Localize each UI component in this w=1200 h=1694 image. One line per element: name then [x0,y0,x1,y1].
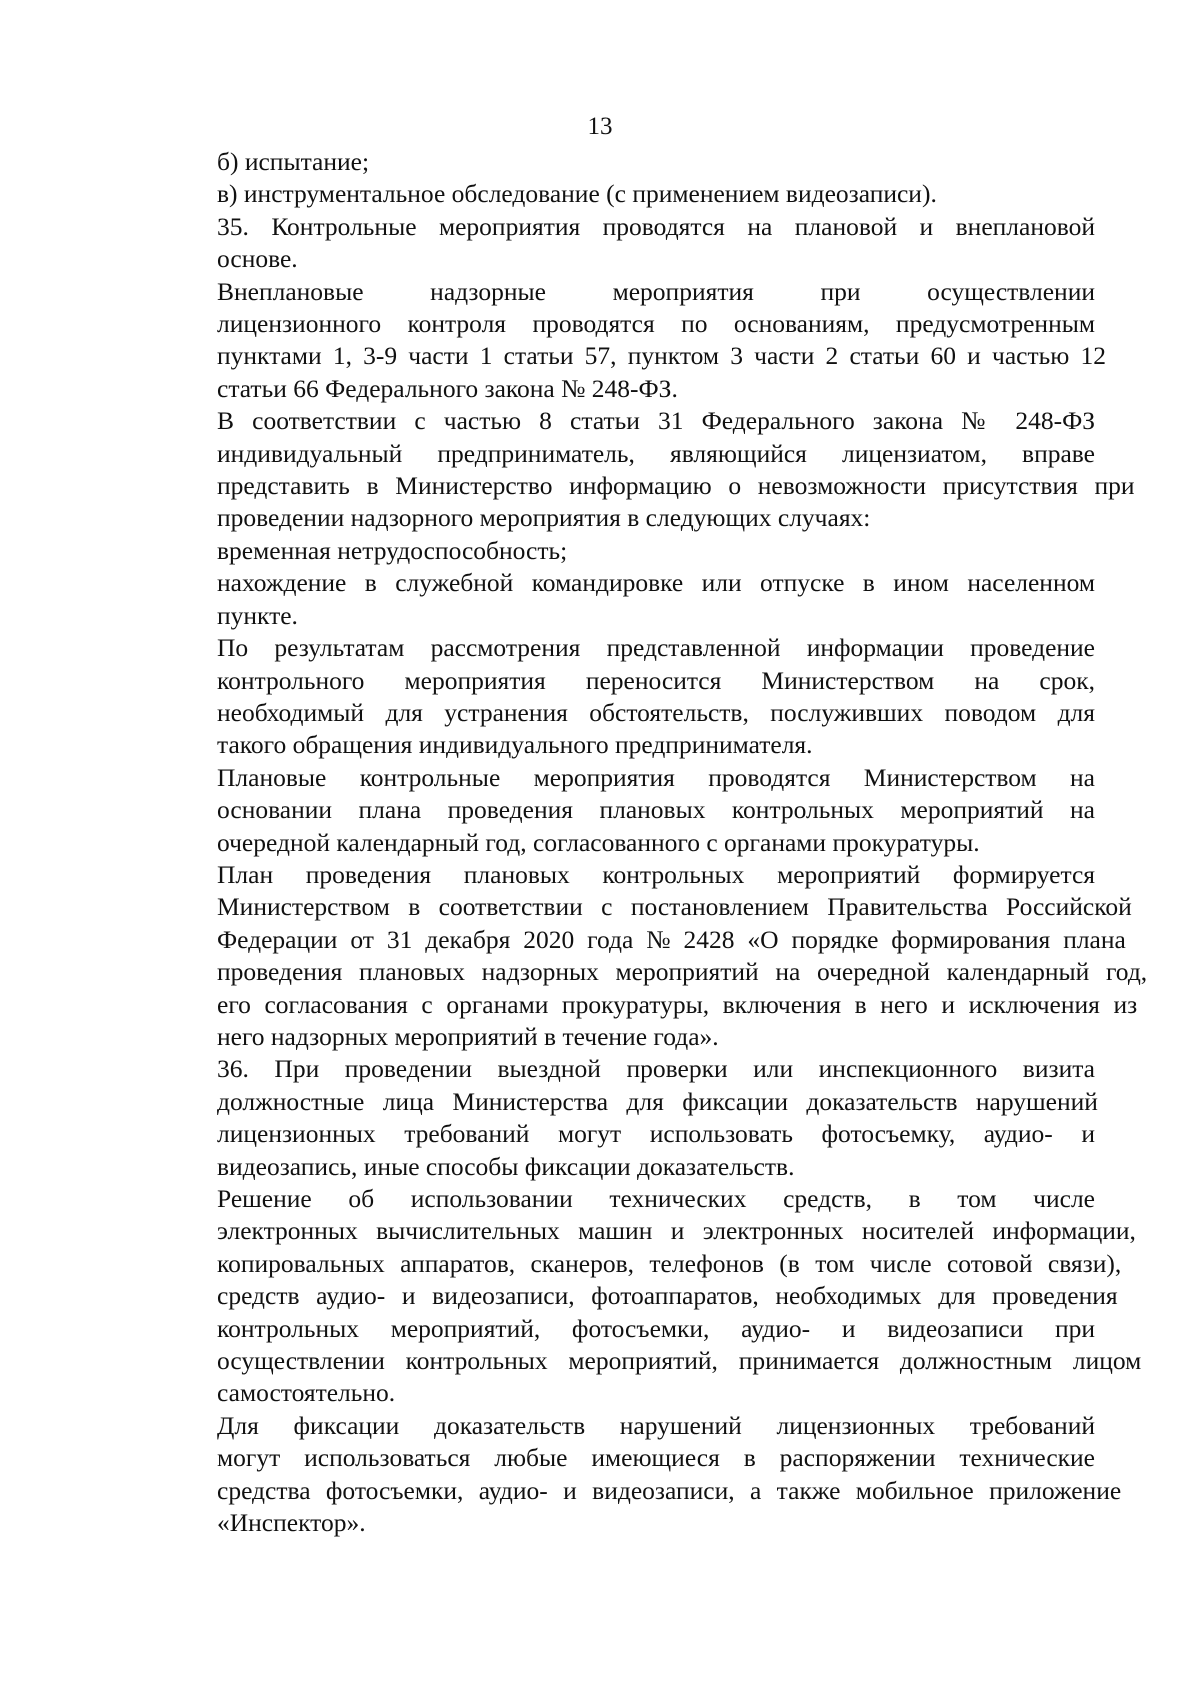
paragraph-disability [145,535,1095,567]
text-line: могут использоваться любые имеющиеся в распоряжении технические [217,1443,1095,1473]
text-line: представить в Министерство информацию о невозможности присутствия при [217,471,1135,501]
text-line: 36. При проведении выездной проверки или инспекционного визита [217,1054,1095,1084]
text-line: основании плана проведения плановых контрольных мероприятий на [217,795,1095,825]
paragraph-evidence-recording [145,1410,1122,1540]
paragraph-35 [145,211,1095,276]
text-line: должностные лица Министерства для фиксации доказательств нарушений [217,1086,1098,1116]
document-body [145,146,1148,1539]
paragraph-item-v [145,178,1095,210]
text-line: «Инспектор». [217,1508,366,1538]
text-line: такого обращения индивидуального предпринимателя. [217,730,813,760]
text-line: очередной календарный год, согласованного с органами прокуратуры. [217,827,980,857]
text-line: лицензионных требований могут использовать фотосъемку, аудио- и [217,1119,1095,1149]
text-line: б) испытание; [217,147,370,176]
text-line: пунктами 1, 3-9 части 1 статьи 57, пунктом 3 части 2 статьи 60 и частью 12 [217,341,1106,371]
text-line: средств аудио- и видеозаписи, фотоаппаратов, необходимых для проведения [217,1281,1118,1311]
text-line: пункте. [217,600,298,630]
paragraph-unplanned-grounds [145,276,1106,406]
paragraph-36 [145,1053,1098,1183]
text-line: План проведения плановых контрольных мероприятий формируется [217,859,1095,889]
text-line: копировальных аппаратов, сканеров, телефонов (в том числе сотовой связи), [217,1248,1122,1278]
paragraph-item-b [145,146,1095,178]
text-line: Плановые контрольные мероприятия проводятся Министерством на [217,762,1095,792]
text-line: видеозапись, иные способы фиксации доказательств. [217,1151,795,1181]
paragraph-plan-formation [145,859,1148,1053]
text-line: осуществлении контрольных мероприятий, принимается должностным лицом [217,1346,1142,1376]
text-line: 35. Контрольные мероприятия проводятся на плановой и внеплановой [217,211,1095,241]
text-line: средства фотосъемки, аудио- и видеозаписи, а также мобильное приложение [217,1475,1122,1505]
paragraph-technical-means [145,1183,1142,1410]
text-line: контрольного мероприятия переносится Министерством на срок, [217,665,1095,695]
paragraph-business-trip [145,567,1095,632]
text-line: в) инструментальное обследование (с применением видеозаписи). [217,179,937,209]
text-line: Федерации от 31 декабря 2020 года № 2428 «О порядке формирования плана [217,924,1126,954]
paragraph-postponement [145,632,1095,762]
text-line: электронных вычислительных машин и электронных носителей информации, [217,1216,1136,1246]
text-line: По результатам рассмотрения представленной информации проведение [217,633,1095,663]
text-line: Решение об использовании технических средств, в том числе [217,1184,1095,1213]
text-line: контрольных мероприятий, фотосъемки, аудио- и видеозаписи при [217,1313,1095,1343]
text-line: Для фиксации доказательств нарушений лицензионных требований [217,1410,1095,1440]
paragraph-absence-notice [145,405,1135,535]
text-line: его согласования с органами прокуратуры, включения в него и исключения из [217,989,1138,1019]
text-line: самостоятельно. [217,1378,396,1408]
text-line: Министерством в соответствии с постановлением Правительства Российской [217,892,1132,922]
text-line: лицензионного контроля проводятся по основаниям, предусмотренным [217,309,1095,339]
text-line: Внеплановые надзорные мероприятия при осуществлении [217,276,1095,306]
paragraph-planned-events [145,762,1095,859]
text-line: проведения плановых надзорных мероприятий на очередной календарный год, [217,957,1148,987]
text-line: него надзорных мероприятий в течение года». [217,1021,719,1051]
text-line: нахождение в служебной командировке или отпуске в ином населенном [217,568,1095,598]
text-line: проведении надзорного мероприятия в следующих случаях: [217,503,871,533]
text-line: индивидуальный предприниматель, являющийся лицензиатом, вправе [217,438,1095,468]
text-line: статьи 66 Федерального закона № 248-ФЗ. [217,373,678,403]
text-line: необходимый для устранения обстоятельств, послуживших поводом для [217,697,1095,727]
text-line: В соответствии с частью 8 статьи 31 Федерального закона № 248-ФЗ [217,406,1095,436]
text-line: временная нетрудоспособность; [217,535,568,565]
page-number: 13 [587,113,613,140]
text-line: основе. [217,244,298,274]
